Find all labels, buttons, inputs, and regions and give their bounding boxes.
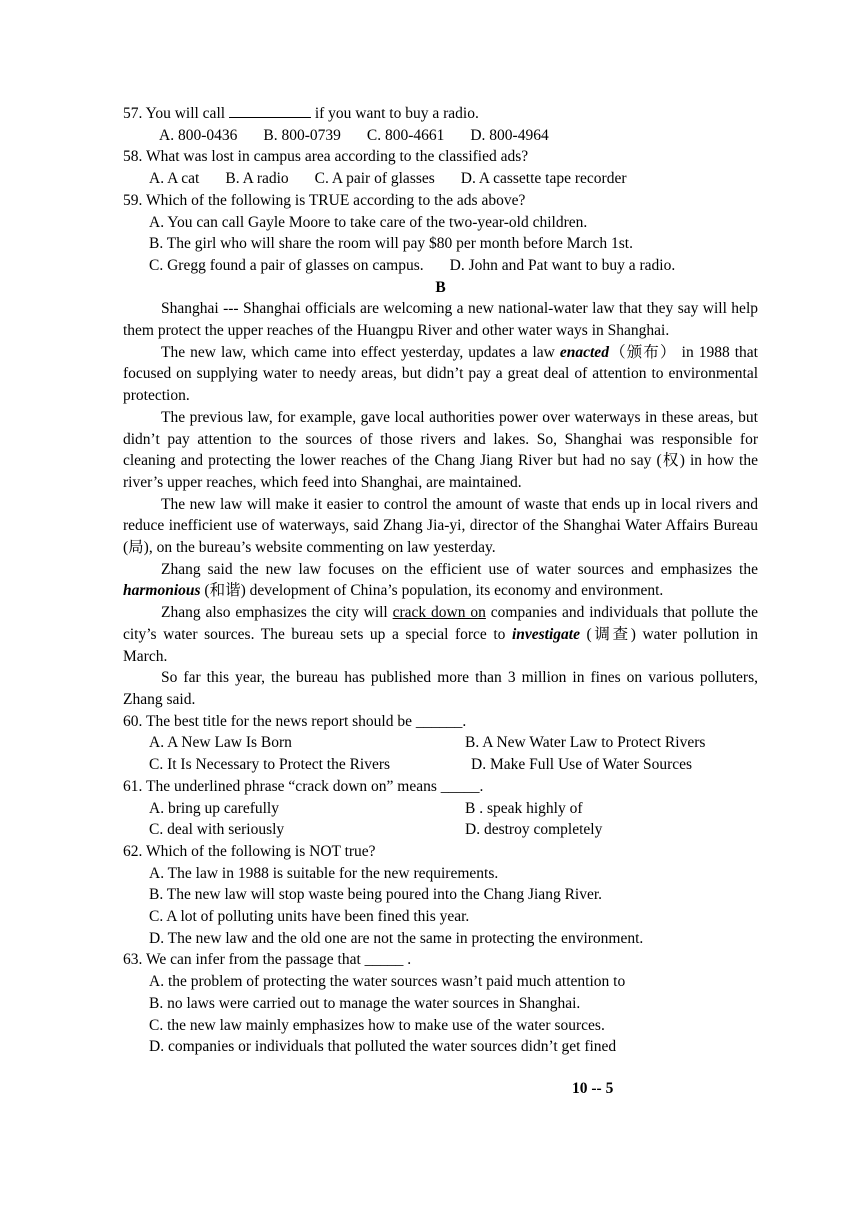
option-c: C. the new law mainly emphasizes how to make use of the water sources. [149, 1016, 605, 1034]
question-61-options-ab [123, 798, 758, 820]
section-heading: B [435, 278, 446, 296]
p5-text-before: Zhang said the new law focuses on the efficient use of water sources and emphasizes the [161, 560, 758, 578]
option-d: D. companies or individuals that polluted the water sources didn’t get fined [149, 1038, 617, 1056]
option-c: C. 800-4661 [366, 126, 445, 144]
option-a: A. bring up carefully [149, 799, 279, 817]
question-62: 62. Which of the following is NOT true? [123, 842, 376, 860]
passage-paragraph-1: Shanghai --- Shanghai officials are welcoming a new national-water law that they say will help them protect the upper reaches of the Huangpu River and other water ways in Shanghai. [123, 300, 758, 340]
page-number: 10 -- 5 [572, 1080, 614, 1097]
vocab-word-enacted: enacted [559, 343, 609, 361]
passage-paragraph-5 [123, 559, 758, 602]
document-page [123, 103, 758, 1058]
p6-text-after: (调查) water pollution in March. [123, 625, 759, 665]
option-a: A. A New Law Is Born [149, 734, 292, 752]
passage-paragraph-6 [123, 602, 758, 667]
p6-text-middle: companies and individuals that pollute the city’s water sources. The bureau sets up a special force to [123, 604, 759, 643]
question-63: 63. We can infer from the passage that _____ . [123, 951, 412, 969]
option-a: A. The law in 1988 is suitable for the new requirements. [149, 864, 499, 882]
vocab-word-harmonious: harmonious [123, 582, 201, 600]
vocab-word-investigate: investigate [511, 625, 580, 643]
option-c: C. A pair of glasses [314, 170, 435, 188]
answer-blank [229, 103, 311, 118]
p2-text-after: （颁布） in 1988 that focused on supplying water to needy areas, but didn’t pay a great deal of attention to environmental protection. [123, 343, 758, 405]
option-b: B. 800-0739 [263, 126, 341, 144]
option-d: D. destroy completely [465, 821, 603, 839]
question-57-options [123, 125, 758, 147]
option-a: A. A cat [149, 170, 200, 188]
passage-paragraph-2 [123, 342, 758, 407]
question-61: 61. The underlined phrase “crack down on” means _____. [123, 777, 484, 795]
option-c: C. Gregg found a pair of glasses on campus. [149, 256, 424, 274]
p5-text-after: (和谐) development of China’s population, its economy and environment. [200, 582, 664, 600]
p2-text-before: The new law, which came into effect yesterday, updates a law [161, 343, 560, 361]
question-61-options-cd [123, 819, 758, 841]
option-b: B. A radio [225, 170, 289, 188]
question-60-options-ab [123, 732, 758, 754]
option-a: A. 800-0436 [159, 126, 238, 144]
option-a: A. You can call Gayle Moore to take care of the two-year-old children. [149, 213, 588, 231]
passage-paragraph-7: So far this year, the bureau has published more than 3 million in fines on various polluters, Zhang said. [123, 669, 758, 708]
option-b: B. The new law will stop waste being poured into the Chang Jiang River. [149, 886, 603, 904]
p6-text-before: Zhang also emphasizes the city will [161, 604, 393, 622]
question-59-options-cd [123, 255, 758, 277]
question-60-options-cd [123, 754, 758, 776]
option-d: D. The new law and the old one are not the same in protecting the environment. [149, 929, 644, 947]
option-b: B. The girl who will share the room will pay $80 per month before March 1st. [149, 235, 633, 253]
question-57-prefix: 57. You will call [123, 105, 229, 122]
option-a: A. the problem of protecting the water sources wasn’t paid much attention to [149, 973, 626, 991]
option-b: B. A New Water Law to Protect Rivers [465, 734, 706, 752]
option-c: C. It Is Necessary to Protect the Rivers [149, 756, 391, 774]
option-b: B . speak highly of [465, 799, 583, 817]
underlined-phrase: crack down on [392, 604, 486, 622]
option-b: B. no laws were carried out to manage the water sources in Shanghai. [149, 994, 581, 1012]
question-58: 58. What was lost in campus area according to the classified ads? [123, 148, 529, 166]
option-d: D. 800-4964 [470, 126, 549, 144]
question-57-suffix: if you want to buy a radio. [310, 105, 479, 122]
question-60: 60. The best title for the news report should be ______. [123, 712, 467, 730]
passage-paragraph-3: The previous law, for example, gave local authorities power over waterways in these areas, but didn’t pay attention to the sources of those rivers and lakes. So, Shanghai was responsible for cleaning and protecting the lower reaches of the Chang Jiang River but had no say (权) in how the river’s upper reaches, which feed into Shanghai, are maintained. [123, 408, 758, 491]
question-57 [123, 103, 758, 125]
option-c: C. A lot of polluting units have been fined this year. [149, 908, 470, 926]
option-c: C. deal with seriously [149, 821, 285, 839]
passage-paragraph-4: The new law will make it easier to control the amount of waste that ends up in local rivers and reduce inefficient use of waterways, said Zhang Jia-yi, director of the Shanghai Water Affairs Bureau (局), on the bureau’s website commenting on law yesterday. [123, 495, 758, 557]
option-d: D. A cassette tape recorder [460, 170, 627, 188]
option-d: D. John and Pat want to buy a radio. [449, 256, 676, 274]
option-d: D. Make Full Use of Water Sources [471, 756, 693, 774]
question-58-options [123, 168, 758, 190]
question-59: 59. Which of the following is TRUE according to the ads above? [123, 191, 526, 209]
